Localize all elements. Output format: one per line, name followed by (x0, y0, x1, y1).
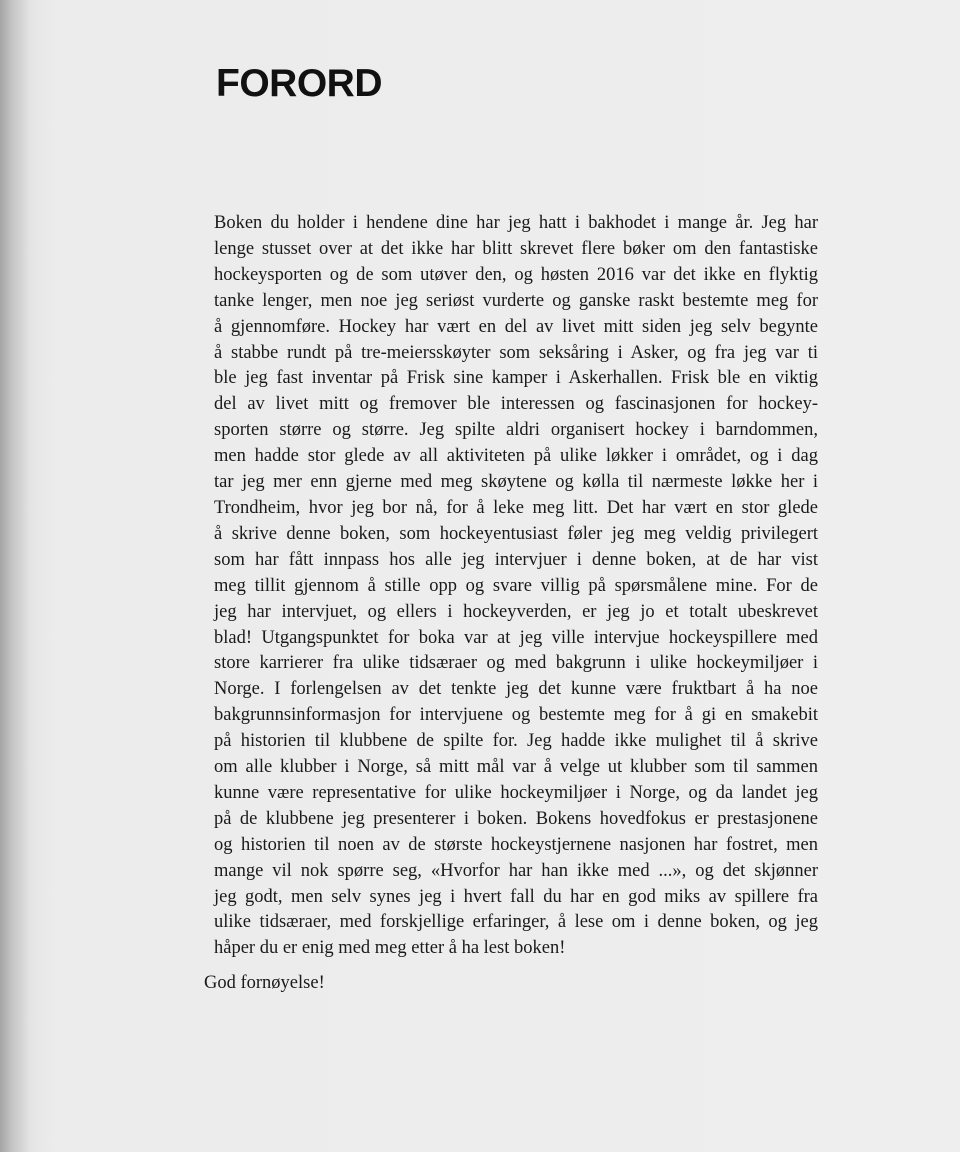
text-line: på historien til klubbene de spilte for. Jeg hadde ikke mulighet til å skrive (214, 731, 818, 752)
text-line: tanke lenger, men noe jeg seriøst vurderte og ganske raskt bestemte meg for (214, 290, 818, 311)
text-line: sporten større og større. Jeg spilte aldri organisert hockey i barndommen, (214, 420, 818, 441)
text-line: jeg godt, men selv synes jeg i hvert fall du har en god miks av spillere fra (214, 886, 818, 907)
text-line: Norge. I forlengelsen av det tenkte jeg det kunne være fruktbart å ha noe (214, 679, 818, 700)
text-line: store karrierer fra ulike tidsæraer og med bakgrunn i ulike hockeymiljøer i (214, 653, 818, 674)
text-line: kunne være representative for ulike hockeymiljøer i Norge, og da landet jeg (214, 782, 818, 803)
text-line: men hadde stor glede av all aktiviteten på ulike løkker i området, og i dag (214, 446, 818, 467)
text-line: å skrive denne boken, som hockeyentusiast føler jeg meg veldig privilegert (214, 523, 818, 544)
text-line: om alle klubber i Norge, så mitt mål var å velge ut klubber som til sammen (214, 757, 818, 778)
text-line: lenge stusset over at det ikke har blitt skrevet flere bøker om den fantastiske (214, 238, 818, 259)
text-line: håper du er enig med meg etter å ha lest boken! (214, 938, 566, 959)
text-line: som har fått innpass hos alle jeg intervjuer i denne boken, at de har vist (214, 549, 818, 570)
text-line: å stabbe rundt på tre-meiersskøyter som seksåring i Asker, og fra jeg var ti (214, 342, 818, 363)
text-line: blad! Utgangspunktet for boka var at jeg ville intervjue hockeyspillere med (214, 627, 818, 648)
text-line: del av livet mitt og fremover ble interessen og fascinasjonen for hockey- (214, 394, 818, 415)
text-line: meg tillit gjennom å stille opp og svare villig på spørsmålene mine. For de (214, 575, 818, 596)
page-gutter-shadow (0, 0, 30, 1152)
text-line: Trondheim, hvor jeg bor nå, for å leke meg litt. Det har vært en stor glede (214, 497, 818, 518)
text-line: Boken du holder i hendene dine har jeg hatt i bakhodet i mange år. Jeg har (214, 213, 818, 233)
text-line: og historien til noen av de største hockeystjernene nasjonen har fostret, men (214, 834, 818, 855)
text-line: å gjennomføre. Hockey har vært en del av livet mitt siden jeg selv begynte (214, 316, 818, 337)
text-line: ulike tidsæraer, med forskjellige erfaringer, å lese om i denne boken, og jeg (214, 912, 818, 933)
closing-line: God fornøyelse! (204, 973, 325, 993)
text-line: på de klubbene jeg presenterer i boken. Bokens hovedfokus er prestasjonene (214, 808, 818, 829)
foreword-paragraph (214, 211, 818, 962)
text-line: hockeysporten og de som utøver den, og høsten 2016 var det ikke en flyktig (214, 264, 818, 285)
text-line: mange vil nok spørre seg, «Hvorfor har han ikke med ...», og det skjønner (214, 860, 818, 881)
text-line: jeg har intervjuet, og ellers i hockeyverden, er jeg jo et totalt ubeskrevet (214, 601, 818, 622)
text-line: bakgrunnsinformasjon for intervjuene og bestemte meg for å gi en smakebit (214, 705, 818, 726)
page-title: FORORD (216, 62, 382, 105)
text-line: ble jeg fast inventar på Frisk sine kamper i Askerhallen. Frisk ble en viktig (214, 368, 818, 389)
text-line: tar jeg mer enn gjerne med meg skøytene og kølla til nærmeste løkke her i (214, 472, 818, 493)
